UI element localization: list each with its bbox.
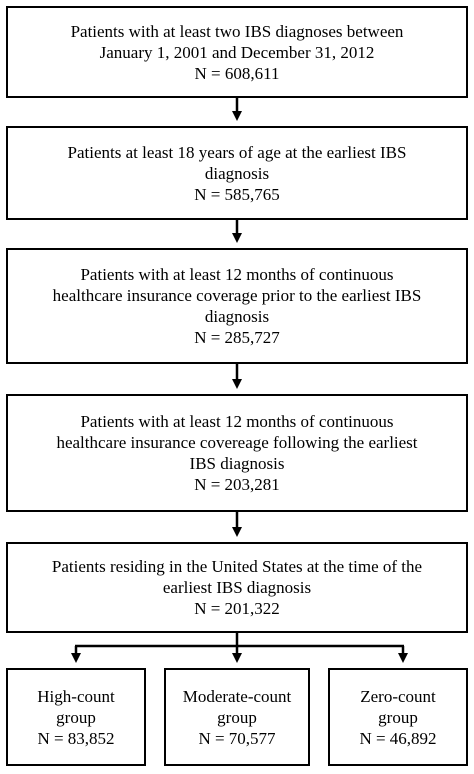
step-2-line-2: diagnosis — [204, 163, 270, 183]
high-count-count: N = 83,852 — [37, 728, 115, 748]
step-5-line-1: Patients residing in the United States at the time of the — [51, 557, 423, 576]
step-box-1 — [6, 6, 468, 98]
moderate-count-line-2: group — [217, 707, 257, 727]
step-4-line-3: IBS diagnosis — [189, 454, 285, 473]
group-box-zero-count — [328, 668, 468, 766]
step-3-line-3: diagnosis — [204, 307, 270, 326]
zero-count-line-1: Zero-count — [360, 686, 436, 706]
step-3-count: N = 285,727 — [194, 328, 280, 347]
group-box-moderate-count — [164, 668, 310, 766]
step-4-line-2: healthcare insurance covereage following the earliest — [56, 433, 418, 452]
step-1-line-2: January 1, 2001 and December 31, 2012 — [99, 42, 375, 62]
zero-count-line-2: group — [378, 707, 418, 727]
high-count-line-2: group — [56, 707, 96, 727]
step-3-line-1: Patients with at least 12 months of continuous — [80, 265, 394, 284]
step-4-count: N = 203,281 — [194, 475, 280, 494]
moderate-count-count: N = 70,577 — [198, 728, 276, 748]
step-1-count: N = 608,611 — [194, 63, 280, 83]
group-box-high-count — [6, 668, 146, 766]
step-box-5 — [6, 542, 468, 633]
step-3-line-2: healthcare insurance coverage prior to the earliest IBS — [52, 286, 422, 305]
step-1-line-1: Patients with at least two IBS diagnoses between — [70, 21, 404, 41]
step-4-line-1: Patients with at least 12 months of continuous — [80, 412, 394, 431]
moderate-count-line-1: Moderate-count — [182, 686, 292, 706]
zero-count-count: N = 46,892 — [359, 728, 437, 748]
step-5-line-2: earliest IBS diagnosis — [162, 578, 312, 597]
step-box-4 — [6, 394, 468, 512]
step-2-line-1: Patients at least 18 years of age at the earliest IBS — [67, 142, 407, 162]
step-box-2 — [6, 126, 468, 220]
step-2-count: N = 585,765 — [194, 184, 280, 204]
high-count-line-1: High-count — [37, 686, 115, 706]
step-5-count: N = 201,322 — [194, 599, 280, 618]
step-box-3 — [6, 248, 468, 364]
